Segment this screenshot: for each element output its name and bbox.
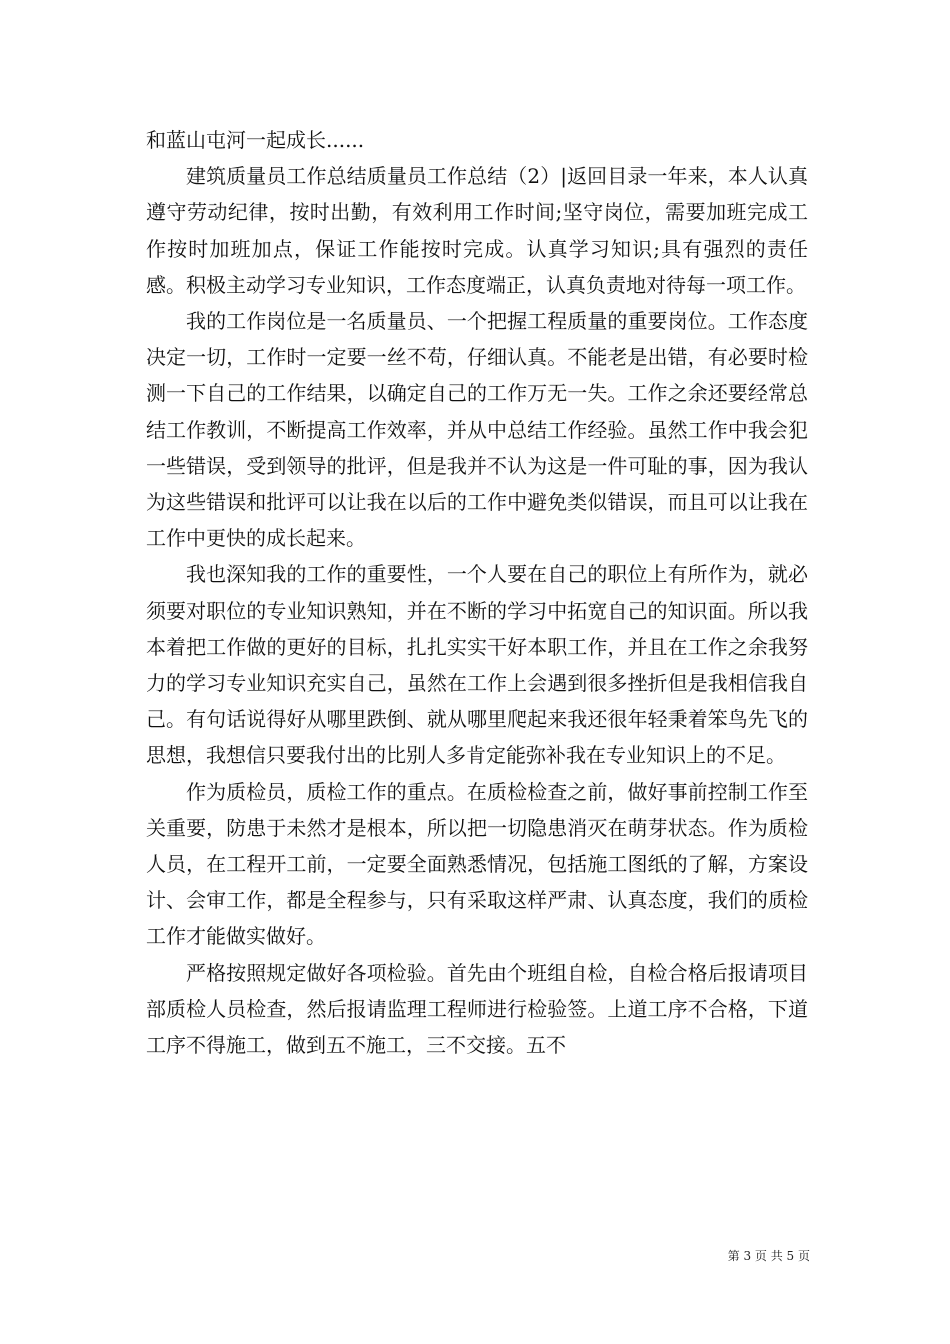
paragraph-3: 我的工作岗位是一名质量员、一个把握工程质量的重要岗位。工作态度决定一切，工作时一定要一丝不苟，仔细认真。不能老是出错，有必要时检测一下自己的工作结果，以确定自己的工作万无一失。工作之余还要经常总结工作教训，不断提高工作效率，并从中总结工作经验。虽然工作中我会犯一些错误，受到领导的批评，但是我并不认为这是一件可耻的事，因为我认为这些错误和批评可以让我在以后的工作中避免类似错误，而且可以让我在工作中更快的成长起来。 — [146, 309, 808, 551]
paragraph-4: 我也深知我的工作的重要性，一个人要在自己的职位上有所作为，就必须要对职位的专业知识熟知，并在不断的学习中拓宽自己的知识面。所以我本着把工作做的更好的目标，扎扎实实干好本职工作，并且在工作之余我努力的学习专业知识充实自己，虽然在工作上会遇到很多挫折但是我相信我自己。有句话说得好从哪里跌倒、就从哪里爬起来我还很年轻秉着笨鸟先飞的思想，我想信只要我付出的比别人多肯定能弥补我在专业知识上的不足。 — [146, 562, 808, 768]
paragraph-1: 和蓝山屯河一起成长...... — [146, 128, 365, 152]
paragraph-5: 作为质检员，质检工作的重点。在质检检查之前，做好事前控制工作至关重要，防患于未然才是根本，所以把一切隐患消灭在萌芽状态。作为质检人员，在工程开工前，一定要全面熟悉情况，包括施工图纸的了解，方案设计、会审工作，都是全程参与，只有采取这样严肃、认真态度，我们的质检工作才能做实做好。 — [146, 779, 808, 949]
paragraph-6: 严格按照规定做好各项检验。首先由个班组自检，自检合格后报请项目部质检人员检查，然后报请监理工程师进行检验签。上道工序不合格，下道工序不得施工，做到五不施工，三不交接。五不 — [146, 960, 808, 1058]
page-number-footer: 第 3 页 共 5 页 — [727, 1249, 810, 1263]
document-body — [146, 122, 808, 1063]
paragraph-2: 建筑质量员工作总结质量员工作总结（2）|返回目录一年来，本人认真遵守劳动纪律，按时出勤，有效利用工作时间;坚守岗位，需要加班完成工作按时加班加点，保证工作能按时完成。认真学习知识;具有强烈的责任感。积极主动学习专业知识，工作态度端正，认真负责地对待每一项工作。 — [146, 164, 808, 297]
